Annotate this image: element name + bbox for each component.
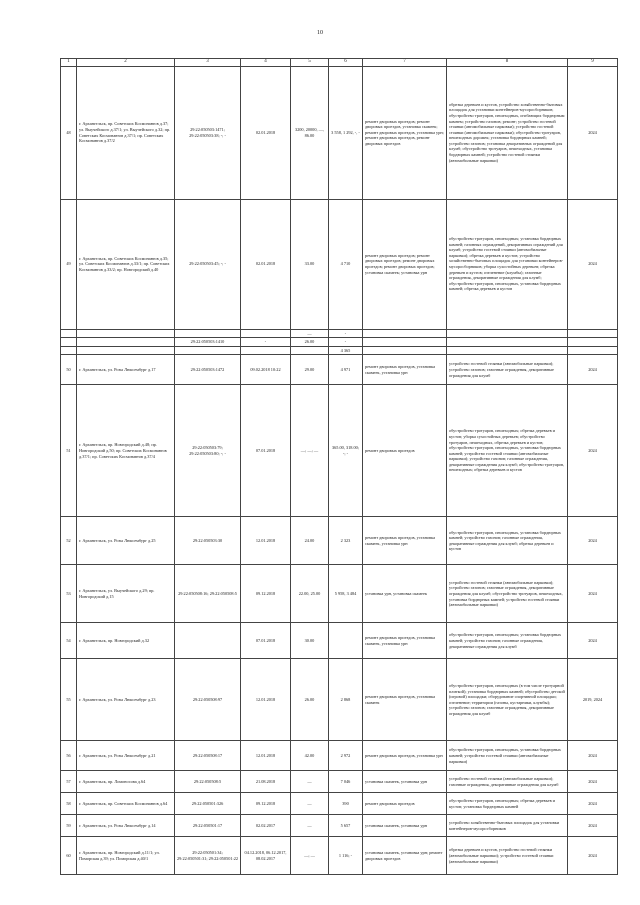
table-cell: г. Архангельск, пр. Новгородский д.48; пр. Новгородский д.50; пр. Советских Космонавтов д.37/1; пр. Советских Космонавтов д.37/4 xyxy=(77,385,175,517)
table-cell: обустройство тротуаров, пешеходных, установка бордюрных камней; устройство газонов; газонные ограждения, декоративные ограждения для клумб; обрезка деревьев и кустов xyxy=(447,517,568,565)
table-cell: 29:22:050503:45; -; - xyxy=(175,199,241,329)
table-cell: 48 xyxy=(61,66,77,199)
table-cell: г. Архангельск, пр. Новгородский д.11/1; ул. Поморская д.39; ул. Поморская д.40/1 xyxy=(77,837,175,875)
table-cell: 2024 xyxy=(568,623,618,659)
table-cell: 5 657 xyxy=(329,815,363,837)
table-cell: ремонт дворовых проездов, установка скамеек, установка урн xyxy=(363,623,447,659)
table-cell: — xyxy=(291,793,329,815)
table-cell: ремонт дворовых проездов, установка скамеек, установка урн xyxy=(363,355,447,385)
table-cell: 29:22:050501:17 xyxy=(175,815,241,837)
column-number-cell: 9 xyxy=(568,59,618,67)
table-cell: 390 xyxy=(329,793,363,815)
table-cell: 2024 xyxy=(568,771,618,793)
table-cell: обустройство тротуаров, пешеходных; обрезка деревьев и кустов; уборка сухостойных деревьев; обустройство тротуаров, пешеходных, обрезка деревьев и кустов; обустройство тротуаров, пешеходных, установка бордюрных камней; устройство гостевой стоянки (автомобильные парковки); устройство газонов; газонные ограждения, декоративные ограждения для клумб; обустройство тротуаров, пешеходных; обрезка деревьев и кустов xyxy=(447,385,568,517)
column-number-cell: 8 xyxy=(447,59,568,67)
table-cell xyxy=(175,329,241,338)
table-cell: — xyxy=(291,771,329,793)
table-cell xyxy=(291,346,329,355)
table-cell: - xyxy=(329,329,363,338)
table-cell: ремонт дворовых проездов, установка скамеек, установка урн xyxy=(363,517,447,565)
table-row xyxy=(61,329,618,338)
table-cell: 4 365 xyxy=(329,346,363,355)
column-number-cell: 4 xyxy=(241,59,291,67)
table-cell: 02.01.2018 xyxy=(241,66,291,199)
table-cell xyxy=(77,329,175,338)
column-number-cell: 5 xyxy=(291,59,329,67)
table-cell xyxy=(568,329,618,338)
table-cell: 2024 xyxy=(568,385,618,517)
table-cell: 29:22:050501:326 xyxy=(175,793,241,815)
table-cell: обустройство тротуаров, пешеходных; обрезка деревьев и кустов; установка бордюрных камней xyxy=(447,793,568,815)
table-cell: 30.00 xyxy=(291,623,329,659)
table-cell: устройство хозяйственно-бытовых площадок для установки контейнеров-мусоросборников xyxy=(447,815,568,837)
table-cell: г. Архангельск, ул. Розы Люксембург д.17 xyxy=(77,355,175,385)
table-cell: 2024 xyxy=(568,741,618,771)
table-cell: 29:22:050508:16; 29:22:050508:5 xyxy=(175,565,241,623)
table-cell: 58 xyxy=(61,793,77,815)
table-cell: 2024 xyxy=(568,837,618,875)
table-row xyxy=(61,385,618,517)
table-cell: установка скамеек, установка урн; ремонт дворовых проездов xyxy=(363,837,447,875)
table-cell: установка скамеек, установка урн xyxy=(363,771,447,793)
table-cell: — xyxy=(291,815,329,837)
table-cell: 4 971 xyxy=(329,355,363,385)
table-row xyxy=(61,565,618,623)
table-cell: обустройство тротуаров, пешеходных; установка бордюрных камней; устройство газонов; газонные ограждения, декоративные ограждения для клумб xyxy=(447,623,568,659)
table-cell: 2024 xyxy=(568,355,618,385)
table-cell: обрезка деревьев и кустов, устройство хозяйственно-бытовых площадок для установки контейнеров-мусоросборников; обустройство тротуаров, пешеходных, огибающих бордюрным камнем; устройство газонов; ремонт; устройство гостевой стоянки (автомобильные парковки); устройство гостевой стоянки (автомобильные парковки); обустройство тротуаров, пешеходных дорожек; установка бордюрных камней; устройство газонов; установка декоративных ограждений для клумб; обустройство тротуаров, пешеходных, установка бордюрных камней; устройство гостевой стоянки (автомобильные парковки) xyxy=(447,66,568,199)
table-cell: ремонт дворовых проездов; ремонт дворовых проездов; ремонт дворовых проездов; ремонт дворовых проездов; установка скамеек; установка урн xyxy=(363,199,447,329)
table-row xyxy=(61,355,618,385)
table-cell xyxy=(363,346,447,355)
table-cell: 09.12.2018 xyxy=(241,793,291,815)
table-cell: 29:22:050501:34; 29:22:050501:31; 29:22:050501:22 xyxy=(175,837,241,875)
table-cell: ремонт дворовых проездов xyxy=(363,793,447,815)
table-cell xyxy=(568,338,618,347)
table-cell xyxy=(241,329,291,338)
table-cell xyxy=(175,623,241,659)
table-cell: 7 046 xyxy=(329,771,363,793)
table-cell: 2024 xyxy=(568,565,618,623)
table-cell: ремонт дворовых проездов, установка скамеек xyxy=(363,659,447,741)
table-cell: 29.00 xyxy=(291,355,329,385)
table-cell: 22.00, 25.00 xyxy=(291,565,329,623)
table-row xyxy=(61,199,618,329)
table-cell: 04.12.2018, 06.12.2017, 08.02.2017 xyxy=(241,837,291,875)
table-cell: —; — xyxy=(291,837,329,875)
table-row xyxy=(61,623,618,659)
table-row xyxy=(61,517,618,565)
table-cell: устройство гостевой стоянки (автомобильные парковки); устройство газонов; газонные ограждения, декоративные ограждения для клумб xyxy=(447,355,568,385)
table-cell xyxy=(363,329,447,338)
table-cell: 2024 xyxy=(568,815,618,837)
table-cell: 09.12.2018 xyxy=(241,565,291,623)
table-cell: 29:22:050508:5 xyxy=(175,771,241,793)
table-header-row xyxy=(61,59,618,67)
table-cell xyxy=(61,346,77,355)
table-cell: 29:22:050503:1471; 29:22:050503:38; -; - xyxy=(175,66,241,199)
table-cell: 24.00 xyxy=(291,517,329,565)
table-cell: 55 xyxy=(61,659,77,741)
table-cell: ремонт дворовых проездов; ремонт дворовых проездов, установка скамеек; ремонт дворовых проездов, установка урн; ремонт дворовых проездов, ремонт дворовых проездов xyxy=(363,66,447,199)
table-cell xyxy=(447,329,568,338)
table-cell xyxy=(568,346,618,355)
table-cell: г. Архангельск, ул. Выучейского д.29; пр. Новгородский д.15 xyxy=(77,565,175,623)
table-row xyxy=(61,659,618,741)
table-cell: 29:22:050508:17 xyxy=(175,741,241,771)
table-cell: г. Архангельск, пр. Советских Космонавтов д.64 xyxy=(77,793,175,815)
table-cell: 29:22:050503:30 xyxy=(175,517,241,565)
column-number-cell: 3 xyxy=(175,59,241,67)
table-row xyxy=(61,837,618,875)
table-cell: устройство гостевой стоянки (автомобильные парковки); газонные ограждения, декоративные ограждения для клумб xyxy=(447,771,568,793)
table-cell: 1 116; - xyxy=(329,837,363,875)
table-cell: 59 xyxy=(61,815,77,837)
table-cell: обустройство тротуаров, пешеходных; установка бордюрных камней; газонных ограждений, декоративных ограждений для клумб; устройство гостевой стоянки (автомобильные парковки); обрезка деревьев и кустов; устройство хозяйственно-бытовых площадок для установки контейнеров-мусоросборников; уборка сухостойных деревьев; обрезка деревьев и кустов; озеленение (клумбы); газонные ограждения, декоративные ограждения для клумб; обустройство тротуаров, пешеходных, установка бордюрных камней; обрезка деревьев и кустов xyxy=(447,199,568,329)
table-cell xyxy=(77,338,175,347)
table-cell xyxy=(447,338,568,347)
table-cell: 60 xyxy=(61,837,77,875)
table-cell: обрезка деревьев и кустов, устройство гостевой стоянки (автомобильные парковки); устройство гостевой стоянки (автомобильные парковки) xyxy=(447,837,568,875)
improvement-table xyxy=(60,58,618,875)
table-row xyxy=(61,771,618,793)
table-cell xyxy=(447,346,568,355)
table-cell: 2 323 xyxy=(329,517,363,565)
table-cell: г. Архангельск, пр. Советских Космонавтов д.37; ул. Выучейского д.37/1; ул. Выучейского д.32; пр. Советских Космонавтов д.37/1; пр. Советских Космонавтов д.37/2 xyxy=(77,66,175,199)
table-cell: 53 xyxy=(61,565,77,623)
table-cell: 3 558, 1 292, -, - xyxy=(329,66,363,199)
table-cell: 2024 xyxy=(568,66,618,199)
table-cell: 07.01.2018 xyxy=(241,623,291,659)
table-cell xyxy=(363,338,447,347)
table-cell xyxy=(77,346,175,355)
table-cell: 51 xyxy=(61,385,77,517)
table-row xyxy=(61,346,618,355)
table-cell xyxy=(329,623,363,659)
table-cell: 365.00, 318.00; -; - xyxy=(329,385,363,517)
table-cell: 07.01.2018 xyxy=(241,385,291,517)
column-number-cell: 7 xyxy=(363,59,447,67)
table-cell: 02.02.2017 xyxy=(241,815,291,837)
table-cell xyxy=(61,338,77,347)
table-cell: г. Архангельск, ул. Розы Люксембург д.23 xyxy=(77,659,175,741)
table-cell: 2 972 xyxy=(329,741,363,771)
table-cell xyxy=(241,346,291,355)
table-cell: 12.01.2018 xyxy=(241,517,291,565)
table-cell: 5 958, 3 484 xyxy=(329,565,363,623)
table-cell: 2 868 xyxy=(329,659,363,741)
table-cell: г. Архангельск, пр. Ломоносова д.64 xyxy=(77,771,175,793)
table-cell: ремонт дворовых проездов, установка урн xyxy=(363,741,447,771)
column-number-cell: 6 xyxy=(329,59,363,67)
table-row xyxy=(61,66,618,199)
table-cell: 29:22:050508:97 xyxy=(175,659,241,741)
table-cell: 2024 xyxy=(568,517,618,565)
table-cell: 57 xyxy=(61,771,77,793)
table-cell: 29:22:050503:1472 xyxy=(175,355,241,385)
table-cell: установка урн, установка скамеек xyxy=(363,565,447,623)
table-cell: 2024 xyxy=(568,199,618,329)
table-row xyxy=(61,793,618,815)
table-cell: ремонт дворовых проездов xyxy=(363,385,447,517)
column-number-cell: 1 xyxy=(61,59,77,67)
table-cell: 26.00 xyxy=(291,659,329,741)
table-cell: г. Архангельск, пр. Новгородский д.32 xyxy=(77,623,175,659)
table-cell: 29:22:050503:79; 29:22:050503:80; -; - xyxy=(175,385,241,517)
table-cell: 09.02.2018 10:22 xyxy=(241,355,291,385)
table-cell: - xyxy=(329,338,363,347)
table-cell xyxy=(175,346,241,355)
table-cell: г. Архангельск, ул. Розы Люксембург д.14 xyxy=(77,815,175,837)
table-cell: 12.01.2018 xyxy=(241,741,291,771)
table-cell: г. Архангельск, ул. Розы Люксембург д.25 xyxy=(77,517,175,565)
table-cell: г. Архангельск, ул. Розы Люксембург д.21 xyxy=(77,741,175,771)
column-number-cell: 2 xyxy=(77,59,175,67)
table-cell: установка скамеек, установка урн xyxy=(363,815,447,837)
table-cell: — xyxy=(291,329,329,338)
table-cell: 2024 xyxy=(568,793,618,815)
table-cell: устройство гостевой стоянки (автомобильные парковки); устройство газонов; газонные ограждения, декоративные ограждения для клумб; обустройство тротуаров, пешеходных, установка бордюрных камней; устройство гостевой стоянки (автомобильные парковки) xyxy=(447,565,568,623)
table-cell xyxy=(61,329,77,338)
table-cell: 21.08.2018 xyxy=(241,771,291,793)
table-cell: 4 710 xyxy=(329,199,363,329)
table-row xyxy=(61,815,618,837)
table-cell: 12.01.2018 xyxy=(241,659,291,741)
table-cell: обустройство тротуаров, пешеходных (в том числе тротуарной плиткой); установка бордюрных камней; обустройство детской (игровой) площадки; оборудование спортивной площадки; озеленение; территории (газоны, кустарники, клумбы); устройство газонов; газонные ограждения, декоративные ограждения для клумб xyxy=(447,659,568,741)
table-cell: 50 xyxy=(61,355,77,385)
table-cell: —; —; — xyxy=(291,385,329,517)
table-cell: 2019, 2024 xyxy=(568,659,618,741)
table-cell: 49 xyxy=(61,199,77,329)
table-row xyxy=(61,741,618,771)
table-cell: 02.01.2018 xyxy=(241,199,291,329)
table-cell: 42.00 xyxy=(291,741,329,771)
table-cell: 54 xyxy=(61,623,77,659)
table-cell: 26.00 xyxy=(291,338,329,347)
table-cell: 33.00 xyxy=(291,199,329,329)
table-cell: 56 xyxy=(61,741,77,771)
table-cell: г. Архангельск, пр. Советских Космонавтов д.35; ул. Советских Космонавтов д.33/1; пр. Советских Космонавтов д.33/2; пр. Новгородский д.40 xyxy=(77,199,175,329)
page-number: 10 xyxy=(317,30,323,36)
table-cell: 52 xyxy=(61,517,77,565)
table-cell: 3200, 20000, —, 86.00 xyxy=(291,66,329,199)
table-cell: - xyxy=(241,338,291,347)
table-row xyxy=(61,338,618,347)
table-cell: обустройство тротуаров, пешеходных, установка бордюрных камней; устройство гостевой стоянки (автомобильные парковки) xyxy=(447,741,568,771)
table-cell: 29:22:050503:1410 xyxy=(175,338,241,347)
